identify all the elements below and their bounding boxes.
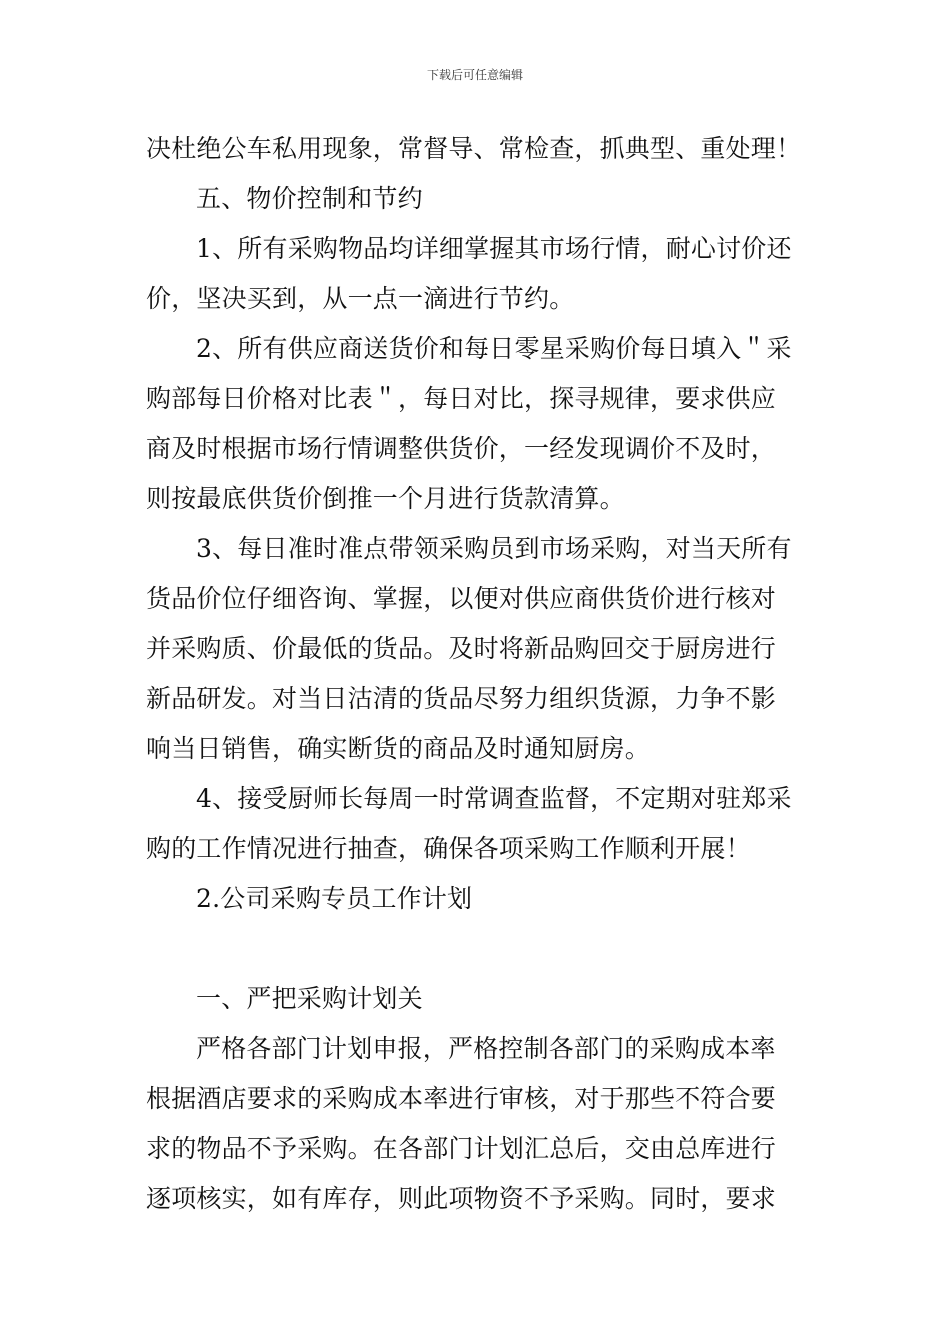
text-line: 严格各部门计划申报，严格控制各部门的采购成本率: [196, 1034, 776, 1063]
text-line: 购部每日价格对比表＂，每日对比，探寻规律，要求供应: [146, 384, 777, 413]
text-line: 根据酒店要求的采购成本率进行审核，对于那些不符合要: [146, 1084, 777, 1113]
document-title: 2.公司采购专员工作计划: [196, 884, 473, 913]
text-line: 逐项核实，如有库存，则此项物资不予采购。同时，要求: [146, 1184, 777, 1213]
text-line: 购的工作情况进行抽查，确保各项采购工作顺利开展！: [146, 834, 751, 863]
text-line: 1、所有采购物品均详细掌握其市场行情，耐心讨价还: [196, 234, 792, 263]
text-line: 4、接受厨师长每周一时常调查监督，不定期对驻郑采: [196, 784, 792, 813]
text-line: 求的物品不予采购。在各部门计划汇总后，交由总库进行: [146, 1134, 777, 1163]
text-line: 新品研发。对当日沽清的货品尽努力组织货源，力争不影: [146, 684, 777, 713]
text-line: 则按最底供货价倒推一个月进行货款清算。: [146, 484, 625, 513]
text-line: 响当日销售，确实断货的商品及时通知厨房。: [146, 734, 651, 763]
text-line: 货品价位仔细咨询、掌握，以便对供应商供货价进行核对: [146, 584, 777, 613]
text-line: 3、每日准时准点带领采购员到市场采购，对当天所有: [196, 534, 792, 563]
blank-line: [146, 924, 806, 974]
text-line: 价，坚决买到，从一点一滴进行节约。: [146, 284, 575, 313]
text-line: 商及时根据市场行情调整供货价，一经发现调价不及时，: [146, 434, 777, 463]
text-line: 并采购质、价最低的货品。及时将新品购回交于厨房进行: [146, 634, 777, 663]
document-body: [146, 124, 806, 1224]
section-heading: 五、物价控制和节约: [196, 184, 423, 213]
section-heading: 一、严把采购计划关: [196, 984, 423, 1013]
text-line: 2、所有供应商送货价和每日零星采购价每日填入＂采: [196, 334, 792, 363]
page-header: 下载后可任意编辑: [426, 68, 523, 82]
text-line: 决杜绝公车私用现象，常督导、常检查，抓典型、重处理！: [146, 134, 802, 163]
